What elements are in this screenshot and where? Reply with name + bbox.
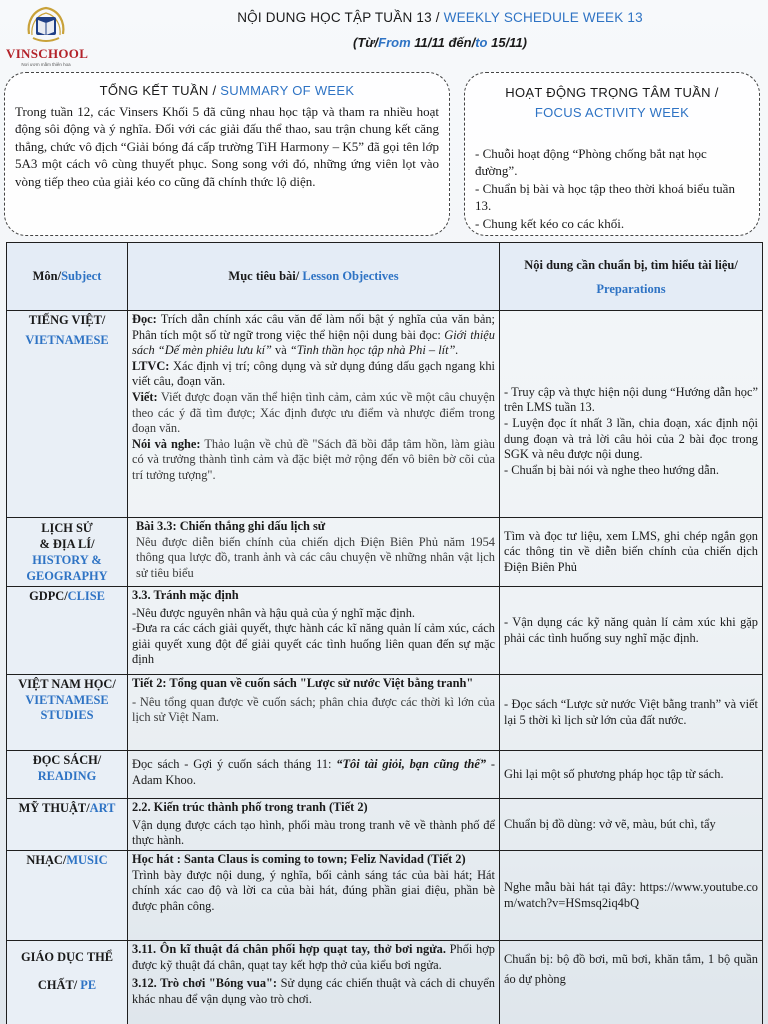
preparations-header — [500, 243, 763, 311]
objectives-cell — [128, 311, 500, 518]
objective-text: Trích dẫn chính xác câu văn để làm nổi bật ý nghĩa của văn bản; Phân tích một số từ ngữ trong việc thể hiện nội dung bài đọc: — [132, 312, 495, 342]
subject-cell — [7, 799, 128, 851]
header-text-en: Preparations — [596, 281, 666, 296]
objectives-cell — [128, 851, 500, 941]
subject-cell — [7, 941, 128, 1024]
subject-cell — [7, 311, 128, 518]
header-text: Môn/ — [32, 268, 62, 283]
book-title: “Tôi tài giỏi, bạn cũng thế” — [336, 757, 487, 771]
lesson-title: 3.12. Trò chơi "Bóng vua": — [132, 976, 278, 991]
focus-title — [465, 83, 759, 123]
logo-name: VINSCHOOL — [6, 46, 89, 61]
objectives-header — [128, 243, 500, 311]
objectives-cell — [128, 751, 500, 799]
subject-name-vi: VIỆT NAM HỌC/ — [18, 677, 116, 691]
subject-cell — [7, 851, 128, 941]
subject-name-vi: NHẠC/ — [26, 853, 67, 867]
preparations-cell: Tìm và đọc tư liệu, xem LMS, ghi chép ngắn gọn các thông tin về diễn biến chính của chiến dịch Điện Biên Phủ — [500, 518, 763, 587]
objective-book-title: “Tinh thần học tập nhà Phi – lít”. — [289, 343, 459, 358]
summary-box — [4, 72, 450, 236]
objective-text: Đọc sách - Gợi ý cuốn sách tháng 11: — [132, 757, 337, 771]
objective-label: Nói và nghe: — [132, 436, 201, 451]
objective-text: Thảo luận về chủ đề "Sách đã bồi đắp tâm hồn, làm giàu có và trưởng thành tình cảm và đặc biệt mở rộng đến vô biên bờ cõi của trí tưởng tượng". — [132, 436, 495, 482]
date-from-label: From — [378, 35, 411, 50]
vinschool-logo — [6, 4, 89, 67]
subject-name-vi: ĐỌC SÁCH/ — [32, 753, 102, 767]
objective-label: LTVC: — [132, 358, 170, 373]
objective-text: Nêu được diễn biến chính của chiến dịch Điện Biên Phủ năm 1954 thông qua lược đồ, tranh ảnh và các câu chuyện về những nhân vật lịch sử tiêu biểu — [136, 534, 495, 580]
logo-slogan: Nơi ươm mầm thiên hoa — [21, 62, 71, 67]
objectives-cell — [128, 587, 500, 675]
table-row — [7, 851, 763, 941]
table-row — [7, 799, 763, 851]
subject-name-en: CLISE — [67, 589, 105, 603]
subject-name-en: ART — [89, 801, 116, 815]
preparations-cell: Chuẩn bị đồ dùng: vở vẽ, màu, bút chì, tẩy — [500, 799, 763, 851]
subject-name-en: GEOGRAPHY — [26, 569, 108, 583]
subject-name-vi: GIÁO DỤC THỂ — [20, 950, 114, 964]
focus-item: - Chuẩn bị bài và học tập theo thời khoá biểu tuần 13. — [475, 180, 735, 214]
lesson-title: Bài 3.3: Chiến thắng ghi dấu lịch sử — [136, 519, 326, 533]
music-link[interactable]: Nghe mẫu bài hát tại đây: https://www.youtube.com/watch?v=HSmsq2iq4bQ — [504, 879, 758, 910]
summary-title-vi: TỔNG KẾT TUẦN / — [99, 83, 221, 98]
subject-name-en: STUDIES — [40, 708, 94, 723]
lesson-title: 3.11. Ôn kĩ thuật đá chân phối hợp quạt tay, thở bơi ngửa. — [132, 942, 446, 956]
objective-text: và — [271, 343, 290, 358]
date-range — [120, 35, 760, 50]
subject-name-vi: LỊCH SỬ — [41, 521, 93, 535]
subject-name-en: HISTORY & — [32, 553, 102, 567]
page-header — [0, 0, 768, 70]
objective-grammar — [132, 359, 495, 390]
schedule-table — [6, 242, 763, 1024]
preparations-cell: - Đọc sách “Lược sử nước Việt bằng tranh” và viết lại 5 thời kì lịch sử lớn của đất nước. — [500, 675, 763, 751]
objective-speaking — [132, 437, 495, 484]
preparations-cell: - Vận dụng các kỹ năng quản lí cảm xúc khi gặp phải các tình huống suy nghĩ mặc định. — [500, 587, 763, 675]
date-range-part: (Từ/ — [352, 35, 379, 50]
objective-text: Trình bày được nội dung, ý nghĩa, bối cảnh sáng tác của bài hát; Hát chính xác cao độ và lời ca của bài hát, đúng phần giai điệu, phần bè được phân công. — [132, 867, 495, 913]
page-title — [120, 10, 760, 25]
date-range-part: 11/11 đến/ — [410, 35, 476, 50]
summary-title-en: SUMMARY OF WEEK — [220, 83, 355, 98]
focus-box — [464, 72, 760, 236]
subject-name-vi: GDPC/ — [29, 589, 68, 603]
focus-item: - Chuỗi hoạt động “Phòng chống bắt nạt học đường”. — [475, 146, 707, 179]
date-to-label: to — [475, 35, 488, 50]
prep-item: - Truy cập và thực hiện nội dung “Hướng dẫn học” trên LMS tuần 13. — [504, 384, 758, 415]
subject-name-vi: MỸ THUẬT/ — [18, 801, 90, 815]
subject-header — [7, 243, 128, 311]
subject-name-vi: CHẤT/ — [37, 978, 81, 992]
school-crest-icon — [23, 4, 69, 48]
objectives-cell — [128, 675, 500, 751]
subject-cell — [7, 587, 128, 675]
title-vietnamese: NỘI DUNG HỌC TẬP TUẦN 13 / — [237, 10, 444, 25]
header-text: Nội dung cần chuẩn bị, tìm hiểu tài liệu/ — [524, 257, 738, 272]
objective-writing — [132, 390, 495, 437]
summary-text: Trong tuần 12, các Vinsers Khối 5 đã cũng nhau học tập và tham ra nhiều hoạt động sôi động và ý nghĩa. Đối với các giải đấu thể thao, sau trận chung kết căng thẳng, chức vô địch “Giải bóng đá cấp trường TiH Harmony – K5” đã gọi tên lớp 5A3 một cách vô cùng thuyết phục. Song song với đó, những ứng viên lọt vào vòng tiếp theo của giải kéo co cũng đã chính thức lộ diện. — [15, 104, 439, 189]
objective-text: Phối hợp được kỹ thuật đá chân, quạt tay kết hợp thở của kiểu bơi ngửa. — [132, 942, 495, 972]
focus-title-en: FOCUS ACTIVITY WEEK — [534, 105, 690, 120]
subject-name-vi: TIẾNG VIỆT/ — [28, 313, 106, 327]
table-row — [7, 518, 763, 587]
preparations-cell: Chuẩn bị: bộ đồ bơi, mũ bơi, khăn tắm, 1 bộ quần áo dự phòng — [500, 941, 763, 1024]
lesson-title: 2.2. Kiến trúc thành phố trong tranh (Tiết 2) — [132, 800, 368, 814]
summary-title — [5, 83, 449, 98]
preparations-cell — [500, 851, 763, 941]
objective-text: -Nêu được nguyên nhân và hậu quả của ý nghĩ mặc định. — [132, 605, 416, 620]
table-row — [7, 751, 763, 799]
table-row — [7, 941, 763, 1024]
subject-cell — [7, 675, 128, 751]
preparations-cell — [500, 311, 763, 518]
prep-item: - Luyện đọc ít nhất 3 lần, chia đoạn, xác định nội dung đoạn và trả lời câu hỏi của 2 bài đọc trong SGK và nêu được nội dung. — [504, 415, 758, 462]
objective-text: Sử dụng các chiến thuật và cách di chuyển khác nhau để vận dụng vào trò chơi. — [132, 976, 495, 1006]
subject-cell — [7, 751, 128, 799]
table-row — [7, 587, 763, 675]
objective-text: -Đưa ra các cách giải quyết, thực hành các kĩ năng quản lí cảm xúc, cách giải quyết xung đột để giải quyết các tình huống liên quan đến sự mặc định — [132, 621, 495, 667]
header-text-en: Lesson Objectives — [302, 268, 399, 283]
objectives-cell — [128, 799, 500, 851]
lesson-title: Học hát : Santa Claus is coming to town; Feliz Navidad (Tiết 2) — [132, 852, 466, 866]
objective-text: - Adam Khoo. — [132, 757, 495, 787]
table-row — [7, 311, 763, 518]
focus-title-vi: HOẠT ĐỘNG TRỌNG TÂM TUẦN / — [505, 85, 719, 100]
prep-item: - Chuẩn bị bài nói và nghe theo hướng dẫn. — [504, 462, 719, 477]
objective-text: Viết được đoạn văn thể hiện tình cảm, cảm xúc về một câu chuyện theo các ý đã tìm được; Xác định được ưu điểm và nhược điểm trong đoạn văn. — [132, 389, 495, 436]
focus-item: - Chung kết kéo co các khối. — [475, 215, 625, 231]
preparations-cell: Ghi lại một số phương pháp học tập từ sách. — [500, 751, 763, 799]
lesson-title: 3.3. Tránh mặc định — [132, 588, 239, 602]
objectives-cell — [128, 941, 500, 1024]
objective-label: Đọc: — [132, 312, 157, 326]
table-header-row — [7, 243, 763, 311]
header-text: Mục tiêu bài/ — [228, 268, 303, 283]
focus-list — [465, 123, 759, 232]
objective-label: Viết: — [132, 389, 158, 404]
title-english: WEEKLY SCHEDULE WEEK 13 — [443, 10, 643, 25]
subject-name-en: VIETNAMESE — [25, 332, 109, 347]
subject-cell — [7, 518, 128, 587]
table-row — [7, 675, 763, 751]
objective-text: - Nêu tổng quan được về cuốn sách; phân chia được các thời kì lớn của lịch sử Việt Nam. — [132, 694, 495, 725]
objective-reading — [132, 312, 495, 359]
subject-name-vi: & ĐỊA LÍ/ — [39, 537, 95, 551]
lesson-title: Tiết 2: Tổng quan về cuốn sách "Lược sử nước Việt bằng tranh" — [132, 676, 474, 690]
objective-book-title: Giới thiệu sách “Dế mèn phiêu lưu kí” — [132, 327, 495, 358]
subject-name-en: PE — [80, 978, 97, 992]
subject-name-en: MUSIC — [66, 853, 108, 867]
objective-text: Xác định vị trí; công dụng và sử dụng đúng dấu gạch ngang khi viết câu, đoạn văn. — [132, 358, 495, 389]
objective-text: Vận dụng được cách tạo hình, phối màu trong tranh vẽ về thành phố để thực hành. — [132, 817, 495, 848]
subject-name-en: VIETNAMESE — [25, 692, 109, 707]
subject-name-en: READING — [37, 768, 97, 783]
objectives-cell — [128, 518, 500, 587]
header-text-en: Subject — [61, 268, 102, 283]
date-range-part: 15/11) — [487, 35, 528, 50]
